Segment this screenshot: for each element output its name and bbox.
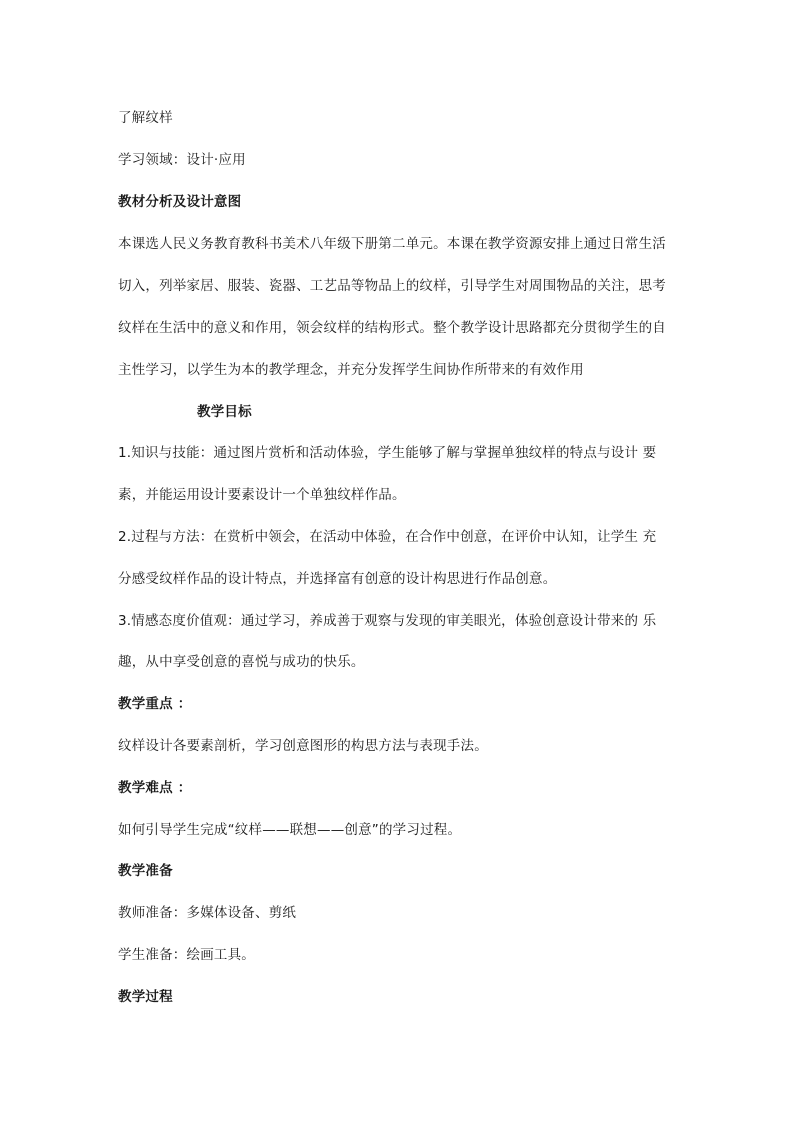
objectives-heading: 教学目标 xyxy=(197,404,252,420)
objective-line: 3.情感态度价值观：通过学习，养成善于观察与发现的审美眼光，体验创意设计带来的 乐 xyxy=(118,613,657,629)
objective-line: 1.知识与技能：通过图片赏析和活动体验，学生能够了解与掌握单独纹样的特点与设计 要 xyxy=(118,445,657,461)
teacher-preparation: 教师准备：多媒体设备、剪纸 xyxy=(118,905,297,921)
analysis-line: 本课选人民义务教育教科书美术八年级下册第二单元。本课在教学资源安排上通过日常生活 xyxy=(118,236,666,252)
key-point-text: 纹样设计各要素剖析，学习创意图形的构思方法与表现手法。 xyxy=(118,738,488,754)
difficulty-heading: 教学难点 ： xyxy=(118,780,192,796)
analysis-line: 切入，列举家居、服装、瓷器、工艺品等物品上的纹样，引导学生对周围物品的关注，思考 xyxy=(118,278,666,294)
document-title: 了解纹样 xyxy=(118,110,173,126)
analysis-line: 主性学习，以学生为本的教学理念，并充分发挥学生间协作所带来的有效作用 xyxy=(118,362,584,378)
objective-line: 2.过程与方法：在赏析中领会，在活动中体验，在合作中创意，在评价中认知，让学生 充 xyxy=(118,529,657,545)
process-heading: 教学过程 xyxy=(118,989,173,1005)
objective-line: 趣，从中享受创意的喜悦与成功的快乐。 xyxy=(118,654,365,670)
difficulty-text: 如何引导学生完成“纹样——联想——创意”的学习过程。 xyxy=(118,822,462,838)
objective-line: 分感受纹样作品的设计特点，并选择富有创意的设计构思进行作品创意。 xyxy=(118,571,557,587)
learning-field: 学习领域：设计·应用 xyxy=(118,152,246,168)
analysis-line: 纹样在生活中的意义和作用，领会纹样的结构形式。整个教学设计思路都充分贯彻学生的自 xyxy=(118,320,666,336)
preparation-heading: 教学准备 xyxy=(118,863,173,879)
analysis-heading: 教材分析及设计意图 xyxy=(118,194,242,210)
student-preparation: 学生准备：绘画工具。 xyxy=(118,947,255,963)
objective-line: 素，并能运用设计要素设计一个单独纹样作品。 xyxy=(118,487,406,503)
key-point-heading: 教学重点 ： xyxy=(118,696,192,712)
